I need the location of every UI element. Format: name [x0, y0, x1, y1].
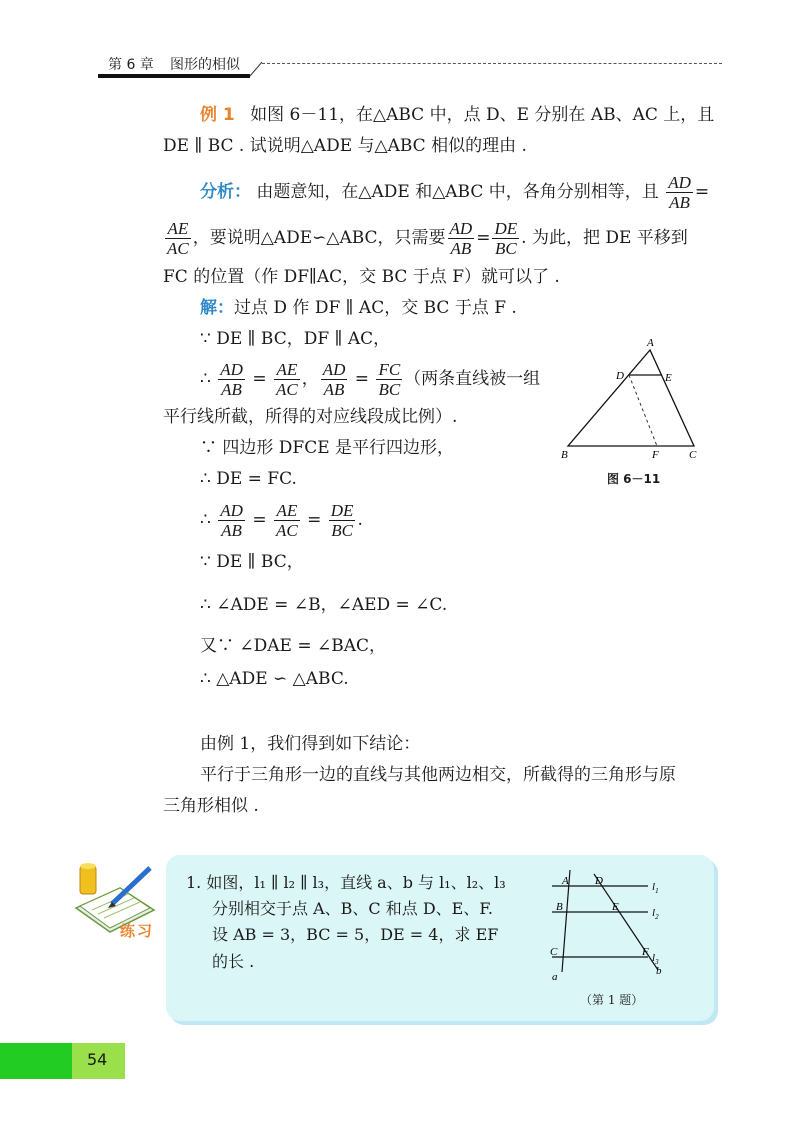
exercise-badge-label: 练习 — [120, 922, 155, 940]
solution-text-10: 又∵ ∠DAE = ∠BAC， — [200, 636, 387, 656]
example-text-2: DE ∥ BC . 试说明△ADE 与△ABC 相似的理由 . — [163, 136, 527, 156]
header-dashed-line — [262, 63, 722, 64]
label-d: D — [616, 370, 624, 382]
equals-sign: = — [476, 228, 491, 248]
ex-label-b-point: B — [556, 901, 563, 913]
ex-label-line-a: a — [552, 971, 558, 983]
fraction-ae-ac: $\frac{AE}{AC}$ — [167, 219, 189, 258]
exercise-text-1: 1. 如图，l₁ ∥ l₂ ∥ l₃，直线 a、b 与 l₁、l₂、l₃ — [186, 873, 506, 892]
exercise-text-4: 的长 . — [212, 952, 255, 971]
equals-sign: = — [307, 510, 322, 530]
therefore-symbol: ∴ — [200, 510, 211, 530]
conclusion-text-2: 三角形相似 . — [163, 796, 259, 816]
page-number: 54 — [87, 1050, 108, 1069]
fraction-fc-bc: $\frac{FC}{BC}$ — [378, 360, 401, 399]
ex-label-l2: $l_2$ — [652, 907, 659, 921]
ex-label-l1: $l_1$ — [652, 881, 659, 895]
ex-label-line-b: b — [656, 965, 662, 977]
solution-text-6: ∴ DE = FC. — [200, 469, 297, 489]
analysis-text-2a: ，要说明△ADE∽△ABC，只需要 — [192, 228, 446, 248]
solution-text-5: ∵ 四边形 DFCE 是平行四边形， — [200, 438, 455, 458]
chapter-title: 图形的相似 — [170, 57, 240, 73]
ex-label-c-point: C — [550, 946, 558, 958]
solution-label: 解： — [200, 298, 234, 318]
analysis-line-1 — [200, 170, 709, 214]
figure-6-11-triangle — [556, 332, 716, 464]
comma: ， — [301, 369, 319, 389]
header-rule — [98, 74, 250, 78]
solution-text-2: ∵ DE ∥ BC，DF ∥ AC， — [200, 329, 391, 349]
fraction-de-bc-2: $\frac{DE}{BC}$ — [330, 501, 354, 540]
figure-6-11-caption: 图 6－11 — [607, 472, 661, 486]
fraction-ad-ab: $\frac{AD}{AB}$ — [668, 173, 691, 212]
equals-sign: = — [252, 369, 267, 389]
ex-label-d: D — [595, 875, 603, 887]
fraction-ad-ab-4: $\frac{AD}{AB}$ — [322, 360, 346, 399]
chapter-number: 第 6 章 — [108, 57, 154, 73]
analysis-text-3: FC 的位置（作 DF∥AC，交 BC 于点 F）就可以了 . — [163, 267, 560, 287]
therefore-symbol: ∴ — [200, 369, 211, 389]
fraction-ae-ac-3: $\frac{AE}{AC}$ — [275, 501, 298, 540]
label-a: A — [647, 337, 654, 349]
fraction-ad-ab-2: $\frac{AD}{AB}$ — [449, 219, 473, 258]
exercise-figure-caption: （第 1 题） — [580, 993, 644, 1007]
label-e: E — [665, 372, 672, 384]
solution-line-1 — [200, 297, 517, 319]
ex-label-a-point: A — [562, 875, 569, 887]
equals-sign: = — [252, 510, 267, 530]
page-number-tab-accent — [0, 1043, 72, 1079]
solution-text-3-tail: （两条直线被一组 — [404, 369, 541, 389]
ex-label-f: F — [642, 946, 649, 958]
conclusion-text-1: 平行于三角形一边的直线与其他两边相交，所截得的三角形与原 — [200, 765, 676, 785]
example-text-1: 如图 6－11，在△ABC 中，点 D、E 分别在 AB、AC 上，且 — [250, 105, 715, 125]
solution-line-3 — [200, 357, 540, 401]
segment-df-dashed — [629, 375, 657, 446]
solution-line-7 — [200, 498, 363, 542]
chapter-header — [98, 50, 260, 76]
triangle-abc — [568, 350, 694, 446]
label-b: B — [561, 449, 568, 461]
ex-label-e: E — [612, 901, 619, 913]
exercise-text-3: 设 AB = 3，BC = 5，DE = 4，求 EF — [212, 925, 499, 944]
ex-label-l3: $l_3$ — [652, 952, 659, 966]
label-c: C — [689, 449, 697, 461]
solution-text-1: 过点 D 作 DF ∥ AC，交 BC 于点 F . — [234, 298, 517, 318]
analysis-line-2 — [163, 216, 688, 260]
fraction-de-bc: $\frac{DE}{BC}$ — [494, 219, 518, 258]
equals-sign: = — [354, 369, 370, 389]
period: . — [357, 510, 363, 530]
solution-text-8: ∵ DE ∥ BC， — [200, 552, 304, 572]
conclusion-intro: 由例 1，我们得到如下结论： — [200, 734, 421, 754]
solution-text-4: 平行线所截，所得的对应线段成比例）. — [163, 407, 458, 427]
example-label: 例 1 — [200, 105, 235, 125]
fraction-ad-ab-5: $\frac{AD}{AB}$ — [220, 501, 243, 540]
exercise-text-2: 分别相交于点 A、B、C 和点 D、E、F. — [212, 899, 494, 918]
equals-sign: = — [694, 182, 710, 202]
fraction-ae-ac-2: $\frac{AE}{AC}$ — [275, 360, 298, 399]
analysis-text-2b: . 为此，把 DE 平移到 — [521, 228, 688, 248]
solution-text-11: ∴ △ADE ∽ △ABC. — [200, 669, 349, 689]
label-f: F — [652, 449, 659, 461]
analysis-label: 分析： — [200, 182, 251, 202]
solution-text-9: ∴ ∠ADE = ∠B，∠AED = ∠C. — [200, 595, 448, 615]
exercise-figure-parallel-lines — [540, 864, 680, 988]
example-line-1 — [200, 104, 714, 126]
fraction-ad-ab-3: $\frac{AD}{AB}$ — [220, 360, 243, 399]
analysis-text-1: 由题意知，在△ADE 和△ABC 中，各角分别相等，且 — [256, 182, 659, 202]
